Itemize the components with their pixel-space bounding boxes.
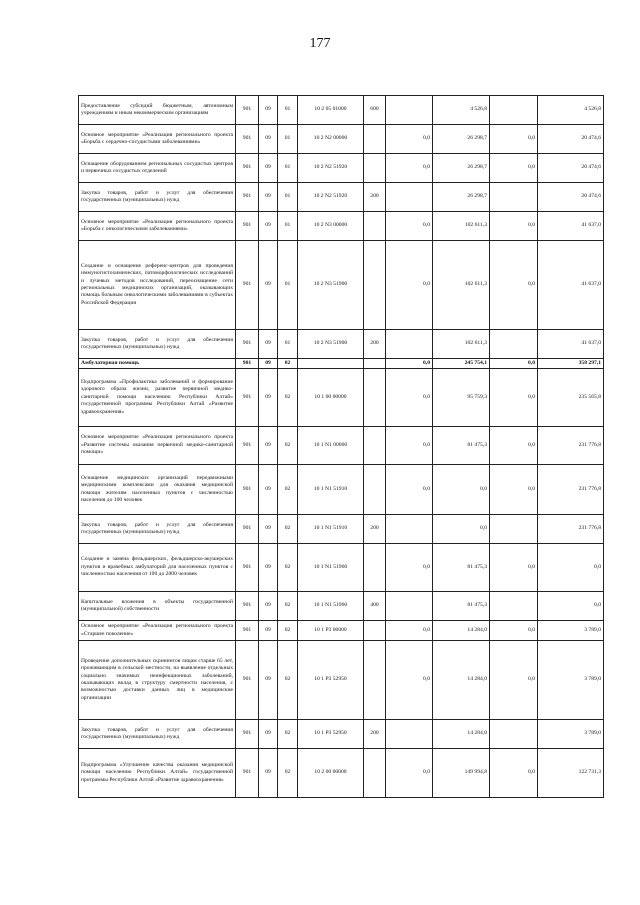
section-code-cell: 09 [259,621,278,641]
row-name-cell: Амбулаторная помощь [79,359,236,369]
row-name-cell: Закупка товаров, работ и услуг для обеспечения государственных (муниципальных) нужд [79,720,236,749]
row-name-cell: Основное мероприятие «Реализация регионального проекта «Борьба с сердечно-сосудистыми заболеваниями» [79,125,236,154]
amount-col2-cell: 102 611,3 [433,330,490,359]
grbs-code-cell: 901 [236,427,259,465]
section-code-cell: 09 [259,369,278,427]
table-row [79,369,604,427]
row-name-cell: Оснащение медицинских организаций передвижными медицинскими комплексами для оказания медицинской помощи жителям населенных пунктов с численностью населения до 100 человек [79,465,236,515]
grbs-code-cell: 901 [236,330,259,359]
amount-col3-cell: 0,0 [490,369,538,427]
section-code-cell: 09 [259,720,278,749]
amount-col3-cell: 0,0 [490,749,538,798]
amount-col1-cell [386,592,433,621]
row-name-cell: Подпрограмма «Профилактика заболеваний и формирование здорового образа жизни, развитие первичной медико-санитарной помощи населению Республики Алтай» государственной программы Республики Алтай «Развитие здравоохранения» [79,369,236,427]
amount-col3-cell: 0,0 [490,154,538,183]
table-row [79,544,604,592]
table-row [79,720,604,749]
amount-col1-cell: 0,0 [386,427,433,465]
expense-type-cell [364,641,386,720]
row-name-cell: Создание и замена фельдшерских, фельдшерско-акушерских пунктов и врачебных амбулаторий для населенных пунктов с численностью населения от 100 до 2000 человек [79,544,236,592]
grbs-code-cell: 901 [236,369,259,427]
target-article-cell: 10 2 00 00000 [298,749,364,798]
section-code-cell: 09 [259,749,278,798]
amount-col3-cell [490,592,538,621]
expense-type-cell [364,621,386,641]
target-article-cell: 10 1 P3 52950 [298,641,364,720]
amount-col4-cell: 3 789,0 [538,720,604,749]
target-article-cell: 10 2 N2 00000 [298,125,364,154]
expense-type-cell [364,359,386,369]
table-row [79,749,604,798]
subsection-code-cell: 02 [278,544,298,592]
amount-col2-cell: 26 298,7 [433,183,490,212]
amount-col1-cell: 0,0 [386,621,433,641]
amount-col4-cell: 41 637,0 [538,241,604,330]
amount-col4-cell: 231 776,8 [538,427,604,465]
section-code-cell: 09 [259,241,278,330]
section-code-cell: 09 [259,183,278,212]
grbs-code-cell: 901 [236,125,259,154]
expense-type-cell [364,125,386,154]
amount-col4-cell: 235 565,8 [538,369,604,427]
target-article-cell: 10 2 N2 51920 [298,183,364,212]
grbs-code-cell: 901 [236,621,259,641]
section-code-cell: 09 [259,544,278,592]
section-code-cell: 09 [259,359,278,369]
section-code-cell: 09 [259,154,278,183]
amount-col2-cell: 14 284,0 [433,621,490,641]
target-article-cell: 10 1 N1 51960 [298,544,364,592]
expense-type-cell: 600 [364,96,386,125]
page-number: 177 [309,36,331,51]
target-article-cell: 10 2 05 01000 [298,96,364,125]
amount-col2-cell: 4 526,8 [433,96,490,125]
expense-type-cell [364,212,386,241]
section-code-cell: 09 [259,592,278,621]
table-row [79,465,604,515]
grbs-code-cell: 901 [236,641,259,720]
table-row [79,621,604,641]
amount-col2-cell: 14 284,0 [433,641,490,720]
subsection-code-cell: 02 [278,592,298,621]
amount-col3-cell: 0,0 [490,621,538,641]
amount-col4-cell: 20 474,6 [538,125,604,154]
amount-col2-cell: 81 475,3 [433,544,490,592]
expense-type-cell [364,369,386,427]
row-name-cell: Закупка товаров, работ и услуг для обеспечения государственных (муниципальных) нужд [79,183,236,212]
subsection-code-cell: 02 [278,515,298,544]
grbs-code-cell: 901 [236,183,259,212]
expense-type-cell [364,465,386,515]
subsection-code-cell: 02 [278,369,298,427]
expense-type-cell [364,154,386,183]
amount-col1-cell: 0,0 [386,241,433,330]
grbs-code-cell: 901 [236,212,259,241]
amount-col3-cell: 0,0 [490,427,538,465]
table-row [79,154,604,183]
grbs-code-cell: 901 [236,515,259,544]
target-article-cell: 10 1 P3 52950 [298,720,364,749]
row-name-cell: Закупка товаров, работ и услуг для обеспечения государственных (муниципальных) нужд [79,515,236,544]
target-article-cell: 10 1 N1 51910 [298,465,364,515]
grbs-code-cell: 901 [236,359,259,369]
amount-col4-cell: 4 526,8 [538,96,604,125]
expense-type-cell: 200 [364,720,386,749]
amount-col3-cell: 0,0 [490,212,538,241]
amount-col3-cell [490,720,538,749]
expense-type-cell [364,544,386,592]
amount-col3-cell [490,330,538,359]
amount-col1-cell: 0,0 [386,369,433,427]
grbs-code-cell: 901 [236,749,259,798]
amount-col1-cell: 0,0 [386,212,433,241]
grbs-code-cell: 901 [236,96,259,125]
row-name-cell: Основное мероприятие «Реализация регионального проекта «Борьба с онкологическими заболеваниями» [79,212,236,241]
amount-col1-cell [386,515,433,544]
target-article-cell: 10 1 N1 51960 [298,592,364,621]
amount-col1-cell: 0,0 [386,154,433,183]
subsection-code-cell: 02 [278,749,298,798]
target-article-cell: 10 2 N3 51900 [298,241,364,330]
amount-col2-cell: 26 298,7 [433,125,490,154]
expense-type-cell: 200 [364,330,386,359]
row-name-cell: Предоставление субсидий бюджетным, автономным учреждениям и иным некоммерческим организациям [79,96,236,125]
expense-type-cell: 200 [364,515,386,544]
table-row [79,212,604,241]
amount-col1-cell [386,183,433,212]
subsection-code-cell: 01 [278,96,298,125]
expense-type-cell [364,241,386,330]
subsection-code-cell: 02 [278,427,298,465]
amount-col2-cell: 0,0 [433,515,490,544]
amount-col1-cell [386,96,433,125]
amount-col1-cell: 0,0 [386,544,433,592]
amount-col4-cell: 358 297,1 [538,359,604,369]
table-row [79,427,604,465]
table-row [79,125,604,154]
row-name-cell: Капитальные вложения в объекты государственной (муниципальной) собственности [79,592,236,621]
section-code-cell: 09 [259,465,278,515]
grbs-code-cell: 901 [236,154,259,183]
target-article-cell [298,359,364,369]
amount-col4-cell: 3 789,0 [538,641,604,720]
amount-col2-cell: 81 475,3 [433,592,490,621]
target-article-cell: 10 1 N1 00000 [298,427,364,465]
amount-col2-cell: 245 754,1 [433,359,490,369]
amount-col3-cell: 0,0 [490,241,538,330]
subsection-code-cell: 01 [278,183,298,212]
subsection-code-cell: 01 [278,154,298,183]
amount-col3-cell [490,515,538,544]
subsection-code-cell: 01 [278,212,298,241]
amount-col3-cell [490,183,538,212]
amount-col1-cell: 0,0 [386,359,433,369]
amount-col4-cell: 20 474,6 [538,154,604,183]
amount-col4-cell: 20 474,6 [538,183,604,212]
target-article-cell: 10 1 N1 51910 [298,515,364,544]
amount-col2-cell: 26 298,7 [433,154,490,183]
grbs-code-cell: 901 [236,544,259,592]
subsection-code-cell: 01 [278,125,298,154]
table-row [79,96,604,125]
subsection-code-cell: 02 [278,720,298,749]
amount-col3-cell: 0,0 [490,359,538,369]
section-code-cell: 09 [259,212,278,241]
expense-type-cell: 400 [364,592,386,621]
amount-col2-cell: 14 284,0 [433,720,490,749]
row-name-cell: Проведение дополнительных скринингов лицам старше 65 лет, проживающим в сельской местности, на выявление отдельных социально значимых неинфекционных заболеваний, оказывающих вклад в структуру смертности населения, с возможностью доставки данных лиц в медицинские организации [79,641,236,720]
target-article-cell: 10 2 N3 00000 [298,212,364,241]
table-row [79,183,604,212]
amount-col4-cell: 0,0 [538,592,604,621]
target-article-cell: 10 1 P3 00000 [298,621,364,641]
grbs-code-cell: 901 [236,465,259,515]
section-code-cell: 09 [259,96,278,125]
amount-col1-cell [386,720,433,749]
subsection-code-cell: 02 [278,641,298,720]
subsection-code-cell: 02 [278,465,298,515]
amount-col4-cell: 41 637,0 [538,212,604,241]
subsection-code-cell: 01 [278,241,298,330]
grbs-code-cell: 901 [236,720,259,749]
amount-col2-cell: 95 759,3 [433,369,490,427]
subsection-code-cell: 02 [278,359,298,369]
section-code-cell: 09 [259,515,278,544]
section-code-cell: 09 [259,330,278,359]
table-row [79,515,604,544]
amount-col4-cell: 231 776,8 [538,515,604,544]
amount-col2-cell: 0,0 [433,465,490,515]
amount-col2-cell: 102 611,3 [433,212,490,241]
amount-col4-cell: 0,0 [538,544,604,592]
section-code-cell: 09 [259,427,278,465]
expense-type-cell: 200 [364,183,386,212]
amount-col3-cell: 0,0 [490,465,538,515]
amount-col3-cell: 0,0 [490,641,538,720]
expense-type-cell [364,749,386,798]
target-article-cell: 10 1 00 00000 [298,369,364,427]
grbs-code-cell: 901 [236,592,259,621]
amount-col3-cell [490,96,538,125]
amount-col1-cell [386,330,433,359]
amount-col3-cell: 0,0 [490,544,538,592]
row-name-cell: Подпрограмма «Улучшение качества оказания медицинской помощи населению Республики Алтай» государственной программы Республики Алтай «Развитие здравоохранения» [79,749,236,798]
amount-col1-cell: 0,0 [386,465,433,515]
amount-col4-cell: 3 789,0 [538,621,604,641]
table-row [79,641,604,720]
amount-col2-cell: 102 611,3 [433,241,490,330]
amount-col2-cell: 149 994,8 [433,749,490,798]
amount-col3-cell: 0,0 [490,125,538,154]
amount-col1-cell: 0,0 [386,749,433,798]
table-row [79,592,604,621]
target-article-cell: 10 2 N2 51920 [298,154,364,183]
subsection-code-cell: 02 [278,621,298,641]
amount-col4-cell: 231 776,8 [538,465,604,515]
row-name-cell: Основное мероприятие «Реализация регионального проекта «Развитие системы оказания первичной медико-санитарной помощи» [79,427,236,465]
table-row [79,241,604,330]
amount-col1-cell: 0,0 [386,125,433,154]
amount-col4-cell: 122 731,3 [538,749,604,798]
row-name-cell: Основное мероприятие «Реализация регионального проекта «Старшее поколение» [79,621,236,641]
section-code-cell: 09 [259,125,278,154]
amount-col2-cell: 81 475,3 [433,427,490,465]
section-code-cell: 09 [259,641,278,720]
grbs-code-cell: 901 [236,241,259,330]
table-row [79,359,604,369]
row-name-cell: Закупка товаров, работ и услуг для обеспечения государственных (муниципальных) нужд [79,330,236,359]
target-article-cell: 10 2 N3 51900 [298,330,364,359]
amount-col4-cell: 41 637,0 [538,330,604,359]
subsection-code-cell: 01 [278,330,298,359]
budget-table-body [79,96,604,798]
table-row [79,330,604,359]
row-name-cell: Создание и оснащение референс-центров для проведения иммуногистохимических, патоморфологических исследований и лучевых методов исследований, переоснащение сети региональных медицинских организаций, оказывающих помощь больным онкологическими заболеваниями в субъектах Российской Федерации [79,241,236,330]
row-name-cell: Оснащение оборудованием региональных сосудистых центров и первичных сосудистых отделений [79,154,236,183]
budget-table [78,95,604,798]
expense-type-cell [364,427,386,465]
amount-col1-cell: 0,0 [386,641,433,720]
